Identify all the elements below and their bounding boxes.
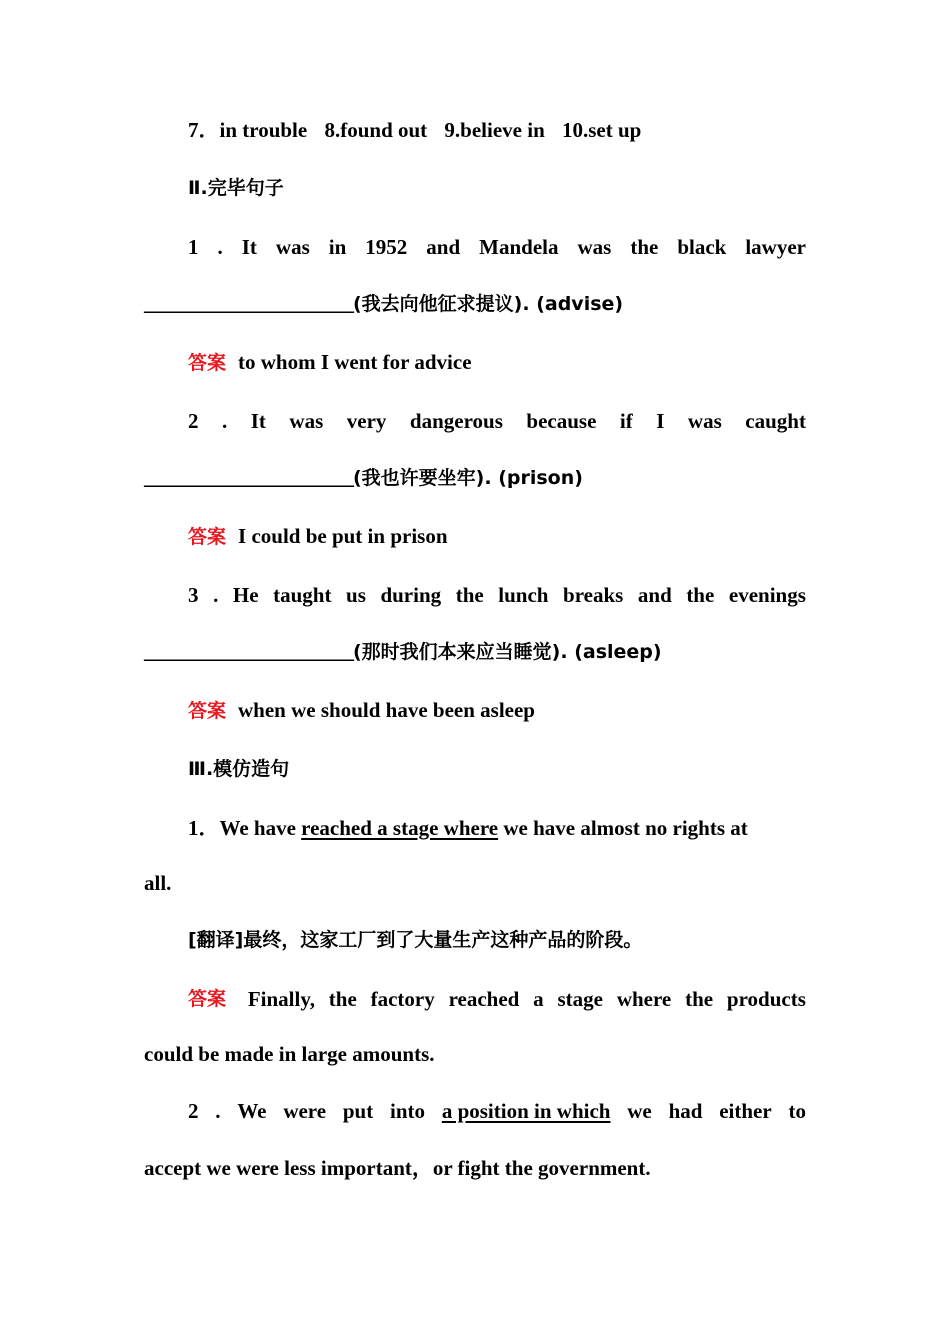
- answer-1-line: [188, 348, 806, 377]
- word: in: [328, 235, 347, 259]
- word: Mandela: [479, 235, 559, 259]
- word: dangerous: [409, 409, 503, 433]
- imitation-1-continuation: all.: [144, 871, 172, 895]
- translation-line: [翻译]最终，这家工厂到了大量生产这种产品的阶段。: [188, 929, 643, 951]
- word: evenings: [728, 583, 806, 607]
- section-3-heading: Ⅲ.模仿造句: [188, 758, 290, 780]
- fill-blank: ______________________: [144, 639, 353, 663]
- word: where: [616, 987, 672, 1011]
- word: because: [526, 409, 597, 433]
- word: to: [788, 1099, 806, 1123]
- word: 2: [188, 1099, 199, 1123]
- answer-label: 答案: [188, 352, 227, 374]
- word: the: [328, 987, 357, 1011]
- question-3-line: [188, 581, 806, 609]
- word: a: [533, 987, 544, 1011]
- word: was: [275, 235, 310, 259]
- answer-2-line: [188, 522, 806, 551]
- sentence-prefix: 1．We have: [188, 816, 302, 840]
- word: into: [390, 1099, 426, 1123]
- imitation-1-answer-continuation: could be made in large amounts.: [144, 1042, 435, 1066]
- answer-text: to whom I went for advice: [238, 350, 472, 374]
- hint: (我也许要坐牢). (prison): [353, 467, 583, 489]
- answer-label: 答案: [188, 700, 227, 722]
- word: the: [685, 987, 714, 1011]
- question-3-blank-line: [144, 637, 806, 666]
- vocab-answer: 10.set up: [562, 118, 642, 142]
- question-2-blank-line: [144, 463, 806, 492]
- answer-text: I could be put in prison: [238, 524, 448, 548]
- word: lawyer: [745, 235, 806, 259]
- answer-text: when we should have been asleep: [238, 698, 535, 722]
- word: It: [250, 409, 266, 433]
- fill-blank: ______________________: [144, 291, 353, 315]
- word: was: [289, 409, 324, 433]
- word: 1952: [365, 235, 408, 259]
- imitation-2-line: [188, 1097, 806, 1125]
- word: I: [656, 409, 665, 433]
- section-2-heading: Ⅱ.完毕句子: [188, 177, 284, 199]
- word: we: [627, 1099, 652, 1123]
- word: very: [346, 409, 387, 433]
- word: .: [215, 1099, 221, 1123]
- word: 1: [188, 235, 199, 259]
- hint: (那时我们本来应当睡觉). (asleep): [353, 641, 662, 663]
- word: and: [637, 583, 672, 607]
- word: put: [342, 1099, 374, 1123]
- word: We: [237, 1099, 267, 1123]
- word: 3: [188, 583, 199, 607]
- word: had: [668, 1099, 703, 1123]
- word: us: [346, 583, 366, 607]
- word: It: [241, 235, 257, 259]
- hint: (我去向他征求提议). (advise): [353, 293, 624, 315]
- word: breaks: [563, 583, 624, 607]
- word: the: [630, 235, 659, 259]
- word: was: [687, 409, 722, 433]
- word: 2: [188, 409, 199, 433]
- word: .: [213, 583, 219, 607]
- word: Finally,: [247, 987, 315, 1011]
- answer-label: 答案: [188, 988, 227, 1010]
- vocab-answer: 9.believe in: [444, 118, 545, 142]
- word: .: [222, 409, 228, 433]
- word: stage: [557, 987, 603, 1011]
- word: were: [283, 1099, 327, 1123]
- imitation-2-continuation: accept we were less important，or fight the government.: [144, 1156, 651, 1180]
- imitation-1-answer-line: [188, 985, 806, 1013]
- word: the: [686, 583, 715, 607]
- word: factory: [370, 987, 435, 1011]
- word: reached: [448, 987, 520, 1011]
- vocab-answer: 8.found out: [324, 118, 428, 142]
- vocab-answers-line: [188, 116, 806, 144]
- word: if: [619, 409, 633, 433]
- underlined-phrase: a position in which: [441, 1099, 611, 1123]
- word: during: [380, 583, 442, 607]
- underlined-phrase: reached a stage where: [301, 816, 499, 840]
- word: He: [232, 583, 259, 607]
- question-1-line: [188, 233, 806, 261]
- question-1-blank-line: [144, 289, 806, 318]
- word: and: [426, 235, 461, 259]
- sentence-suffix: we have almost no rights at: [498, 816, 748, 840]
- word: the: [455, 583, 484, 607]
- answer-3-line: [188, 696, 806, 725]
- word: was: [577, 235, 612, 259]
- imitation-1-line: [188, 814, 806, 842]
- answer-label: 答案: [188, 526, 227, 548]
- question-2-line: [188, 407, 806, 435]
- word: caught: [745, 409, 806, 433]
- word: .: [217, 235, 223, 259]
- word: taught: [273, 583, 332, 607]
- fill-blank: ______________________: [144, 465, 353, 489]
- word: either: [719, 1099, 772, 1123]
- word: black: [677, 235, 727, 259]
- vocab-answer: 7．in trouble: [188, 118, 308, 142]
- word: lunch: [498, 583, 549, 607]
- word: products: [726, 987, 806, 1011]
